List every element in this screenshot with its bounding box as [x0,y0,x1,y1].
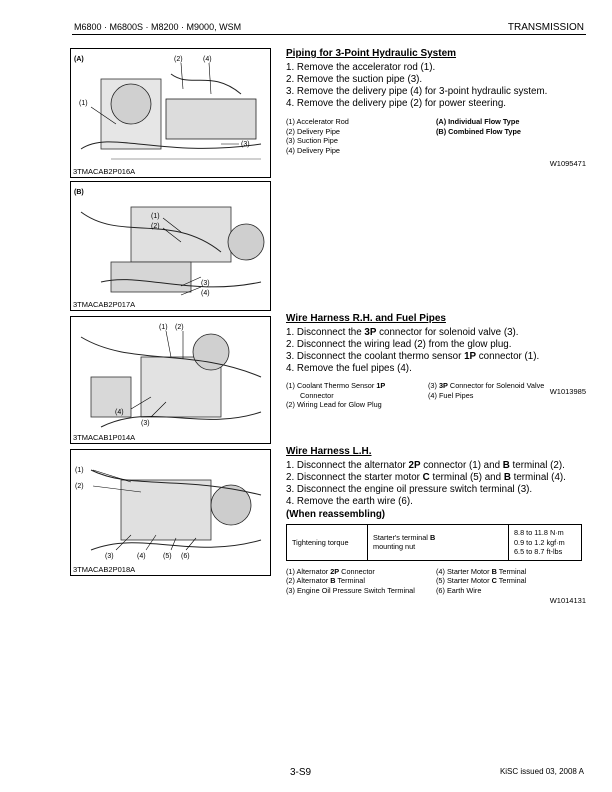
section-title: Wire Harness R.H. and Fuel Pipes [286,313,446,324]
step: 1. Remove the accelerator rod (1). [286,62,436,73]
figure-piping-a [70,48,271,178]
figure-wire-harness-lh [70,449,271,576]
step: 3. Disconnect the coolant thermo sensor 1P connector (1). [286,351,540,362]
legend-item: (6) Earth Wire [436,585,482,595]
step: 3. Remove the delivery pipe (4) for 3-point hydraulic system. [286,86,548,97]
legend-item: (3) Engine Oil Pressure Switch Terminal [286,585,415,595]
header-section: TRANSMISSION [507,22,584,33]
torque-item: Starter's terminal B mounting nut [368,525,509,561]
step: 1. Disconnect the 3P connector for solenoid valve (3). [286,327,519,338]
callout-1: (1) [79,100,88,107]
callout-2: (2) [151,223,160,230]
legend-item: (4) Starter Motor B Terminal [436,566,527,576]
reassembling-heading: (When reassembling) [286,509,386,520]
legend-item: (5) Starter Motor C Terminal [436,576,527,585]
legend-item: (1) Coolant Thermo Sensor 1P [286,381,386,390]
legend-item: (2) Alternator B Terminal [286,576,365,585]
step: 3. Disconnect the engine oil pressure switch terminal (3). [286,484,533,495]
legend [286,567,586,596]
step: 2. Disconnect the wiring lead (2) from the glow plug. [286,339,512,350]
step: 4. Remove the fuel pipes (4). [286,363,412,374]
callout-4: (4) [115,409,124,416]
reference-code: W1014131 [549,596,586,605]
figure-code: 3TMACAB2P017A [73,300,136,309]
steps-list [286,62,586,110]
figure-wire-harness-rh-illustration [71,317,271,444]
callout-2: (2) [75,483,84,490]
callout-2: (2) [174,56,183,63]
step: 4. Remove the earth wire (6). [286,496,413,507]
callout-6: (6) [181,553,190,560]
legend-item: (3) 3P Connector for Solenoid Valve [428,381,545,390]
callout-3: (3) [105,553,114,560]
legend-item-continued: Connector [300,390,334,400]
callout-3: (3) [201,280,210,287]
section-piping [286,48,586,172]
figure-piping-b-illustration [71,182,271,311]
steps-list [286,460,586,508]
legend-item: (2) Delivery Pipe [286,126,340,136]
reference-code: W1013985 [549,387,586,396]
figure-panel-label: (A) [74,56,84,63]
torque-label: Tightening torque [287,525,368,561]
callout-5: (5) [163,553,172,560]
issue-note: KiSC issued 03, 2008 A [499,767,584,776]
callout-3: (3) [241,141,250,148]
figure-wire-harness-lh-illustration [71,450,271,576]
section-wire-harness-lh [286,446,586,606]
callout-1: (1) [159,324,168,331]
legend [286,381,586,410]
reference-code: W1095471 [549,159,586,168]
callout-2: (2) [175,324,184,331]
legend-item: (2) Wiring Lead for Glow Plug [286,400,382,409]
header-models: M6800 · M6800S · M8200 · M9000, WSM [74,22,242,32]
legend-item: (4) Delivery Pipe [286,145,340,155]
figure-piping-a-illustration [71,49,271,178]
section-wire-harness-rh [286,313,586,431]
torque-table [286,524,582,561]
section-title: Piping for 3-Point Hydraulic System [286,48,457,59]
header-rule [72,34,586,35]
step: 1. Disconnect the alternator 2P connector (1) and B terminal (2). [286,460,565,471]
legend-item: (B) Combined Flow Type [436,126,521,136]
figure-code: 3TMACAB1P014A [73,433,136,442]
step: 2. Remove the suction pipe (3). [286,74,423,85]
page-number: 3-S9 [290,767,312,778]
callout-4: (4) [137,553,146,560]
step: 4. Remove the delivery pipe (2) for power steering. [286,98,506,109]
legend-item: (1) Alternator 2P Connector [286,566,375,576]
callout-1: (1) [75,467,84,474]
steps-list [286,327,586,375]
figure-panel-label: (B) [74,189,84,196]
legend [286,117,586,155]
figure-wire-harness-rh [70,316,271,444]
legend-item: (A) Individual Flow Type [436,117,520,126]
section-title: Wire Harness L.H. [286,446,372,457]
callout-4: (4) [201,290,210,297]
legend-item: (3) Suction Pipe [286,136,338,145]
callout-3: (3) [141,420,150,427]
legend-item: (1) Accelerator Rod [286,117,349,126]
legend-item: (4) Fuel Pipes [428,390,474,400]
torque-value: 8.8 to 11.8 N·m 0.9 to 1.2 kgf·m 6.5 to 8.7 ft-lbs [509,525,582,561]
step: 2. Disconnect the starter motor C terminal (5) and B terminal (4). [286,472,566,483]
figure-piping-b [70,181,271,311]
figure-code: 3TMACAB2P018A [73,565,136,574]
callout-1: (1) [151,213,160,220]
callout-4: (4) [203,56,212,63]
figure-code: 3TMACAB2P016A [73,167,136,176]
